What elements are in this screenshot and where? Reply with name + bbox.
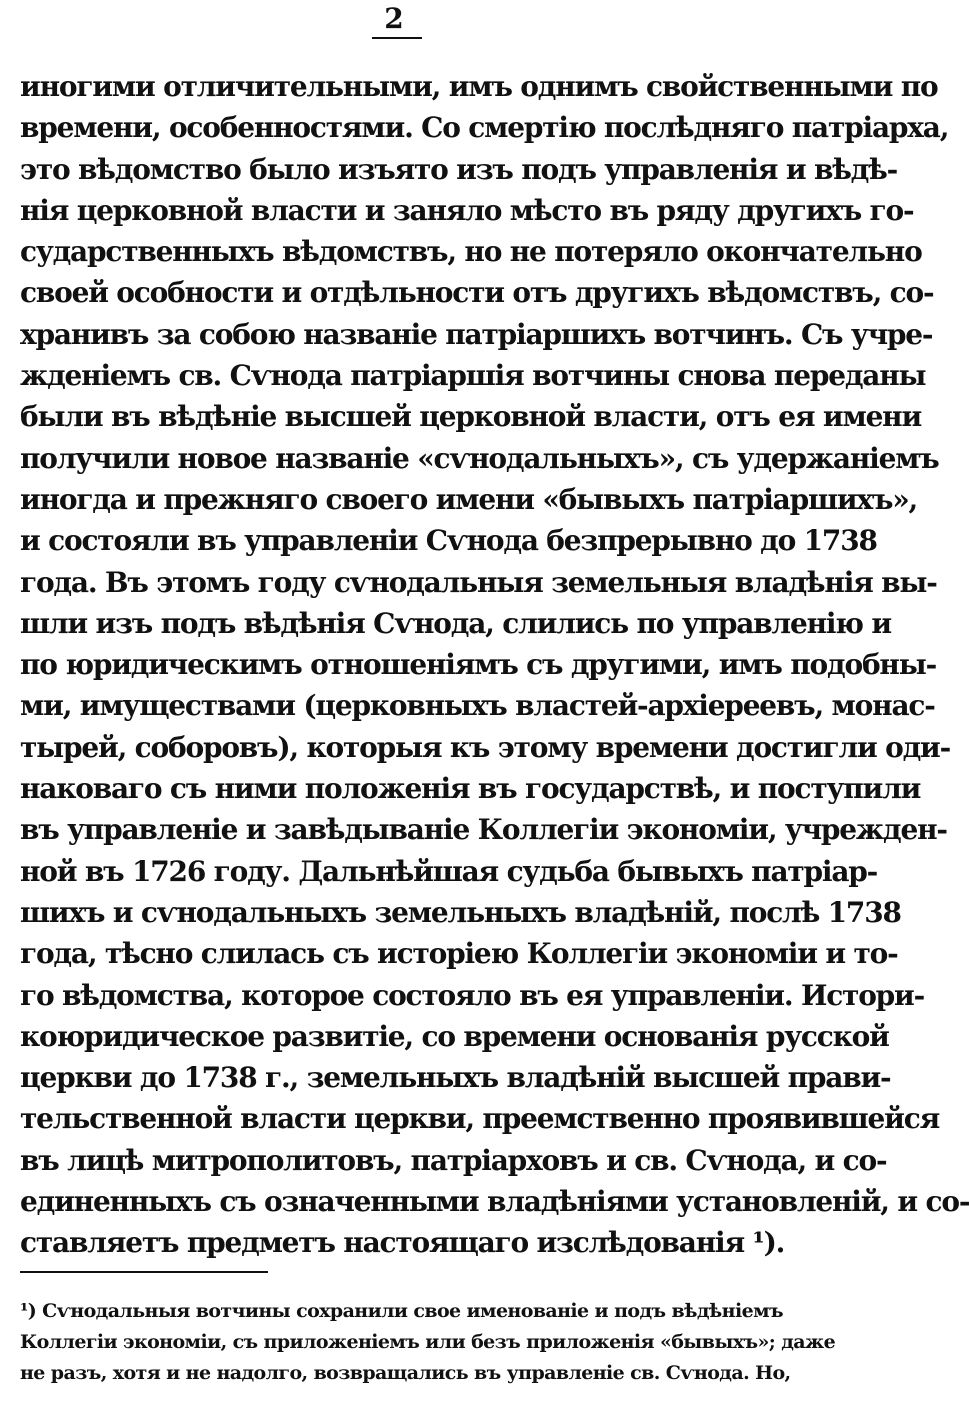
footnote-line: Коллегіи экономіи, съ приложеніемъ или безъ приложенія «бывыхъ»; даже <box>20 1331 836 1353</box>
text-line: ставляетъ предметъ настоящаго изслѣдованія ¹). <box>20 1226 785 1260</box>
text-line: иногими отличительными, имъ однимъ свойственными по <box>20 70 938 103</box>
text-line: получили новое названіе «сѵнодальныхъ», съ удержаніемъ <box>20 441 939 475</box>
text-line: ми, имуществами (церковныхъ властей-архіереевъ, монас- <box>20 689 935 723</box>
text-line: тырей, соборовъ), которыя къ этому времени достигли оди- <box>20 730 951 764</box>
footnote-separator <box>20 1271 268 1273</box>
text-line: коюридическое развитіе, со времени основанія русской <box>20 1019 889 1053</box>
text-line: церкви до 1738 г., земельныхъ владѣній высшей прави- <box>20 1061 891 1095</box>
text-line: шли изъ подъ вѣдѣнія Сѵнода, слились по управленію и <box>20 606 891 640</box>
text-line: сударственныхъ вѣдомствъ, но не потеряло окончательно <box>20 235 922 269</box>
text-line: наковаго съ ними положенія въ государствѣ, и поступили <box>20 772 921 806</box>
text-line: хранивъ за собою названіе патріаршихъ вотчинъ. Съ учре- <box>20 317 933 351</box>
text-line: го вѣдомства, которое состояло въ ея управленіи. Истори- <box>20 978 925 1012</box>
footnote-line: ¹) Сѵнодальныя вотчины сохранили свое именованіе и подъ вѣдѣніемъ <box>20 1300 783 1322</box>
text-line: года. Въ этомъ году сѵнодальныя земельныя владѣнія вы- <box>20 565 937 599</box>
text-line: тельственной власти церкви, преемственно проявившейся <box>20 1102 940 1136</box>
text-line: шихъ и сѵнодальныхъ земельныхъ владѣній, послѣ 1738 <box>20 895 901 929</box>
text-line: времени, особенностями. Со смертію послѣдняго патріарха, <box>20 111 949 145</box>
text-line: нія церковной власти и заняло мѣсто въ ряду другихъ го- <box>20 193 914 227</box>
text-line: это вѣдомство было изъято изъ подъ управленія и вѣдѣ- <box>20 152 898 186</box>
text-line: были въ вѣдѣніе высшей церковной власти, отъ ея имени <box>20 400 922 434</box>
text-line: въ лицѣ митрополитовъ, патріарховъ и св. Сѵнода, и со- <box>20 1143 887 1177</box>
text-line: въ управленіе и завѣдываніе Коллегіи экономіи, учрежден- <box>20 813 947 847</box>
text-line: по юридическимъ отношеніямъ съ другими, имъ подобны- <box>20 648 937 682</box>
text-line: жденіемъ св. Сѵнода патріаршія вотчины снова переданы <box>20 359 926 393</box>
page-number-underline <box>372 37 422 39</box>
body-text <box>20 66 969 1264</box>
text-line: и состояли въ управленіи Сѵнода безпрерывно до 1738 <box>20 524 877 558</box>
footnote-line: не разъ, хотя и не надолго, возвращались въ управленіе св. Сѵнода. Но, <box>20 1362 791 1384</box>
text-line: своей особности и отдѣльности отъ другихъ вѣдомствъ, со- <box>20 276 934 310</box>
text-line: единенныхъ съ означенными владѣніями установленій, и со- <box>20 1185 969 1219</box>
footnote <box>20 1296 836 1389</box>
text-line: ной въ 1726 году. Дальнѣйшая судьба бывыхъ патріар- <box>20 854 878 888</box>
text-line: иногда и прежняго своего имени «бывыхъ патріаршихъ», <box>20 482 918 516</box>
page-number: 2 <box>384 2 404 35</box>
text-line: года, тѣсно слилась съ исторіею Коллегіи экономіи и то- <box>20 937 898 971</box>
